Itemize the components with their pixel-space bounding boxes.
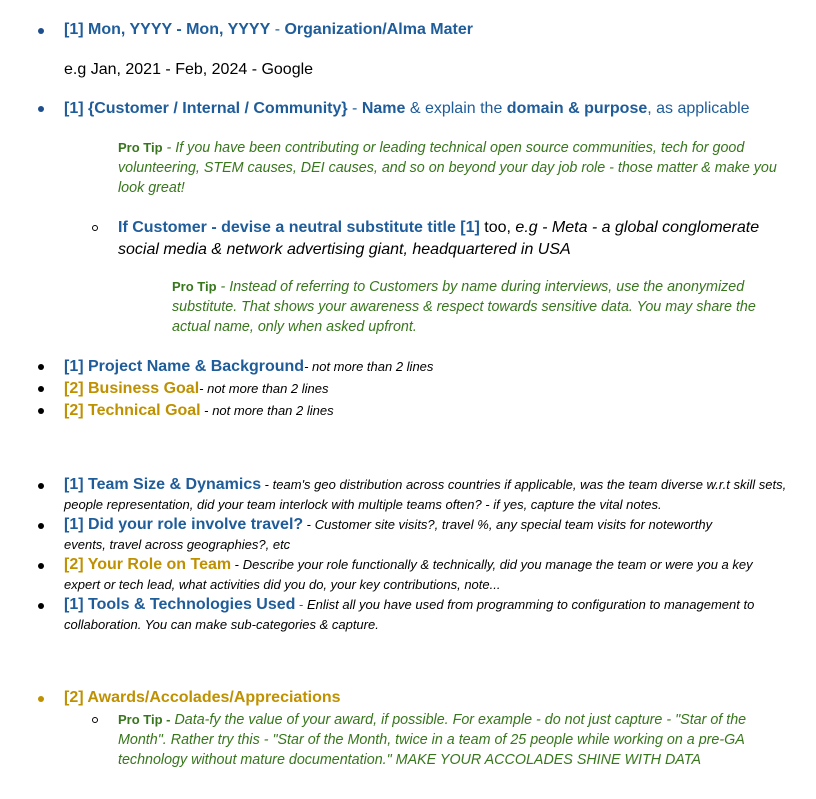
sub-customer-line (118, 217, 798, 261)
customer-name: Name (361, 100, 406, 117)
date-range-org: Organization/Alma Mater (284, 21, 473, 38)
bullet-awards (38, 696, 44, 702)
bullet-tools (38, 603, 44, 609)
bullet-customer (38, 106, 44, 112)
travel-label: [1] Did your role involve travel? (64, 516, 304, 533)
role-label: [2] Your Role on Team (64, 556, 232, 573)
bullet-date-range (38, 28, 44, 34)
example-line: e.g Jan, 2021 - Feb, 2024 - Google (64, 61, 314, 78)
sub-customer-rest: - Meta - a global conglomerate social media & network advertising giant, headquartered in USA (118, 219, 760, 258)
customer-domain: domain & purpose (506, 100, 648, 117)
pro-tip-2 (172, 277, 792, 337)
team-note: team's geo distribution across countries if applicable, was the team diverse w.r.t skill sets, people representation, did your team interlock with multiple teams often? - if yes, capture the vital notes. (64, 477, 787, 512)
tools-label: [1] Tools & Technologies Used (64, 596, 296, 613)
business-label: [2] Business Goal (64, 380, 200, 397)
travel-line (64, 515, 754, 555)
customer-mid: & explain the (405, 100, 507, 117)
pro-tip-2-body: - Instead of referring to Customers by name during interviews, use the anonymized substitute. That shows your awareness & respect towards sensitive data. You may share the actual name, only when asked upfront. (172, 279, 756, 335)
project-line (64, 356, 784, 378)
technical-line (64, 400, 784, 422)
business-line (64, 378, 784, 400)
team-dash: - (261, 477, 273, 492)
bullet-technical (38, 408, 44, 414)
awards-label: [2] Awards/Accolades/Appreciations (64, 689, 341, 706)
sub-customer-label: If Customer - devise a neutral substitute title [1] (118, 219, 480, 236)
bullet-travel (38, 523, 44, 529)
role-note: Describe your role functionally & technically, did you manage the team or were you a key expert or tech lead, what activities did you do, your key contributions, note... (64, 557, 753, 592)
date-range-label: [1] Mon, YYYY - Mon, YYYY (64, 21, 271, 38)
sub-customer-eg: e.g (515, 219, 538, 236)
pro-tip-1 (118, 138, 788, 198)
business-note: - not more than 2 lines (199, 381, 329, 396)
customer-tail: , as applicable (647, 100, 750, 117)
customer-sep: - (347, 100, 362, 117)
pro-tip-1-label: Pro Tip (118, 140, 163, 155)
bullet-business (38, 386, 44, 392)
customer-label: [1] {Customer / Internal / Community} (64, 100, 348, 117)
project-note: - not more than 2 lines (304, 359, 434, 374)
customer-line (64, 99, 804, 119)
bullet-team (38, 483, 44, 489)
travel-dash: - (303, 517, 315, 532)
pro-tip-1-body: - If you have been contributing or leading technical open source communities, tech for good volunteering, STEM causes, DEI causes, and so on beyond your day job role - those matter & make you look great! (118, 140, 777, 196)
travel-note: Customer site visits?, travel %, any special team visits for noteworthy events, travel across geographies?, etc (64, 517, 713, 552)
tools-line (64, 595, 784, 635)
pro-tip-3-label: Pro Tip - (118, 712, 171, 727)
project-label: [1] Project Name & Background (64, 358, 305, 375)
sub-bullet-customer (92, 225, 98, 231)
bullet-project (38, 364, 44, 370)
pro-tip-3-body: Data-fy the value of your award, if possible. For example - do not just capture - "Star of the Month". Rather try this - "Star of the Month, twice in a team of 25 people while working on a pre-GA technology without mature documentation." MAKE YOUR ACCOLADES SHINE WITH DATA (118, 712, 747, 768)
sub-customer-too: too, (479, 219, 516, 236)
sub-bullet-pro-tip-3 (92, 717, 98, 723)
technical-label: [2] Technical Goal (64, 402, 201, 419)
pro-tip-3 (118, 710, 783, 770)
role-line (64, 555, 789, 595)
team-line (64, 475, 789, 515)
technical-dash: - (200, 403, 213, 418)
technical-note: not more than 2 lines (212, 403, 334, 418)
date-range-line (64, 20, 784, 40)
date-range-sep: - (270, 21, 285, 38)
bullet-role (38, 563, 44, 569)
tools-dash: - (295, 597, 307, 612)
team-label: [1] Team Size & Dynamics (64, 476, 262, 493)
tools-note: Enlist all you have used from programming to configuration to management to collaboration. You can make sub-categories & capture. (64, 597, 755, 632)
role-dash: - (231, 557, 243, 572)
pro-tip-2-label: Pro Tip (172, 279, 217, 294)
